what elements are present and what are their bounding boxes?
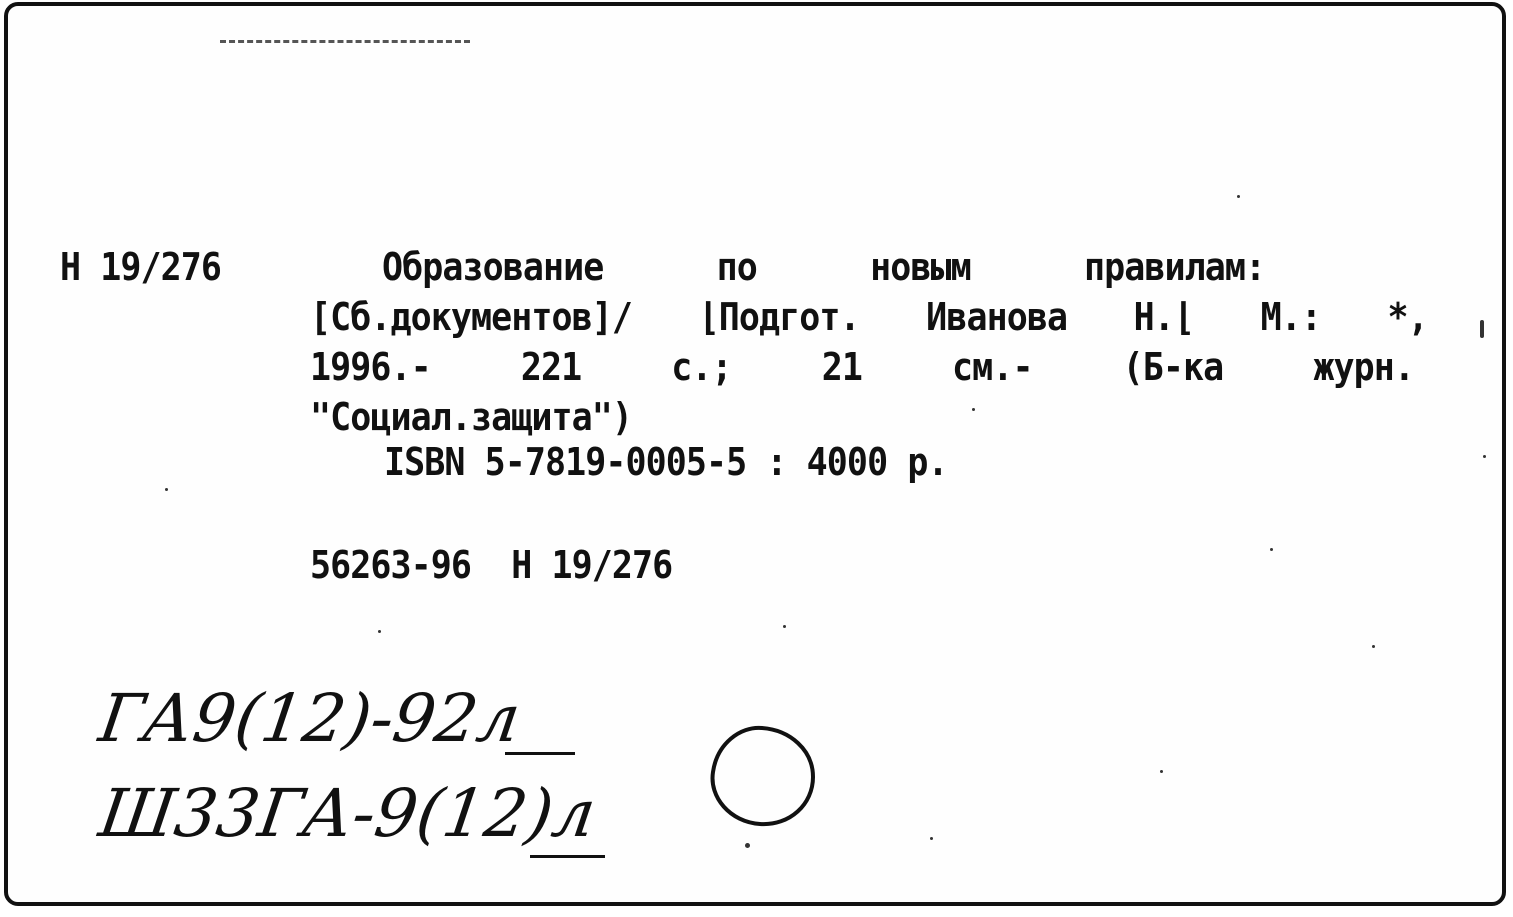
- statement-line: [310, 295, 1428, 339]
- word: (Б-ка: [1122, 345, 1224, 389]
- speck: [930, 837, 933, 840]
- speck: [378, 630, 381, 633]
- speck: [165, 488, 168, 491]
- imprint-line: [310, 345, 1414, 389]
- word: с.;: [671, 345, 732, 389]
- word: 1996.-: [310, 345, 431, 389]
- speck: [972, 408, 975, 411]
- speck: [1483, 455, 1486, 458]
- handwritten-underline: [505, 752, 575, 755]
- word: см.-: [952, 345, 1033, 389]
- title-line: [382, 245, 1265, 289]
- speck: [783, 625, 786, 628]
- handwritten-classification-2: Ш33ГА-9(12)л: [94, 775, 601, 852]
- word: *,: [1387, 295, 1428, 339]
- handwritten-underline: [530, 855, 605, 858]
- accession-number: 56263-96 Н 19/276: [310, 543, 673, 587]
- word: [Сб.документов]/: [310, 295, 633, 339]
- word: правилам:: [1084, 245, 1266, 289]
- word: ⌊Подгот.: [698, 295, 860, 339]
- word: журн.: [1313, 345, 1414, 389]
- word: по: [716, 245, 757, 289]
- handwritten-classification-1: ГА9(12)-92л: [94, 680, 525, 757]
- speck: [745, 843, 750, 848]
- isbn-line: ISBN 5-7819-0005-5 : 4000 р.: [384, 440, 948, 484]
- word: Образование: [382, 245, 604, 289]
- top-dashes: [220, 40, 470, 47]
- speck: [1270, 548, 1273, 551]
- word: Иванова: [926, 295, 1068, 339]
- word: М.:: [1260, 295, 1321, 339]
- word: новым: [870, 245, 971, 289]
- speck: [1480, 320, 1484, 338]
- speck: [1160, 770, 1163, 773]
- speck: [1237, 195, 1240, 198]
- stamp-circle-icon: [705, 722, 820, 832]
- series-line: "Социал.защита"): [310, 395, 633, 439]
- word: Н.⌊: [1133, 295, 1195, 339]
- word: 21: [821, 345, 862, 389]
- word: 221: [520, 345, 582, 389]
- call-number: Н 19/276: [60, 245, 222, 289]
- speck: [1372, 645, 1375, 648]
